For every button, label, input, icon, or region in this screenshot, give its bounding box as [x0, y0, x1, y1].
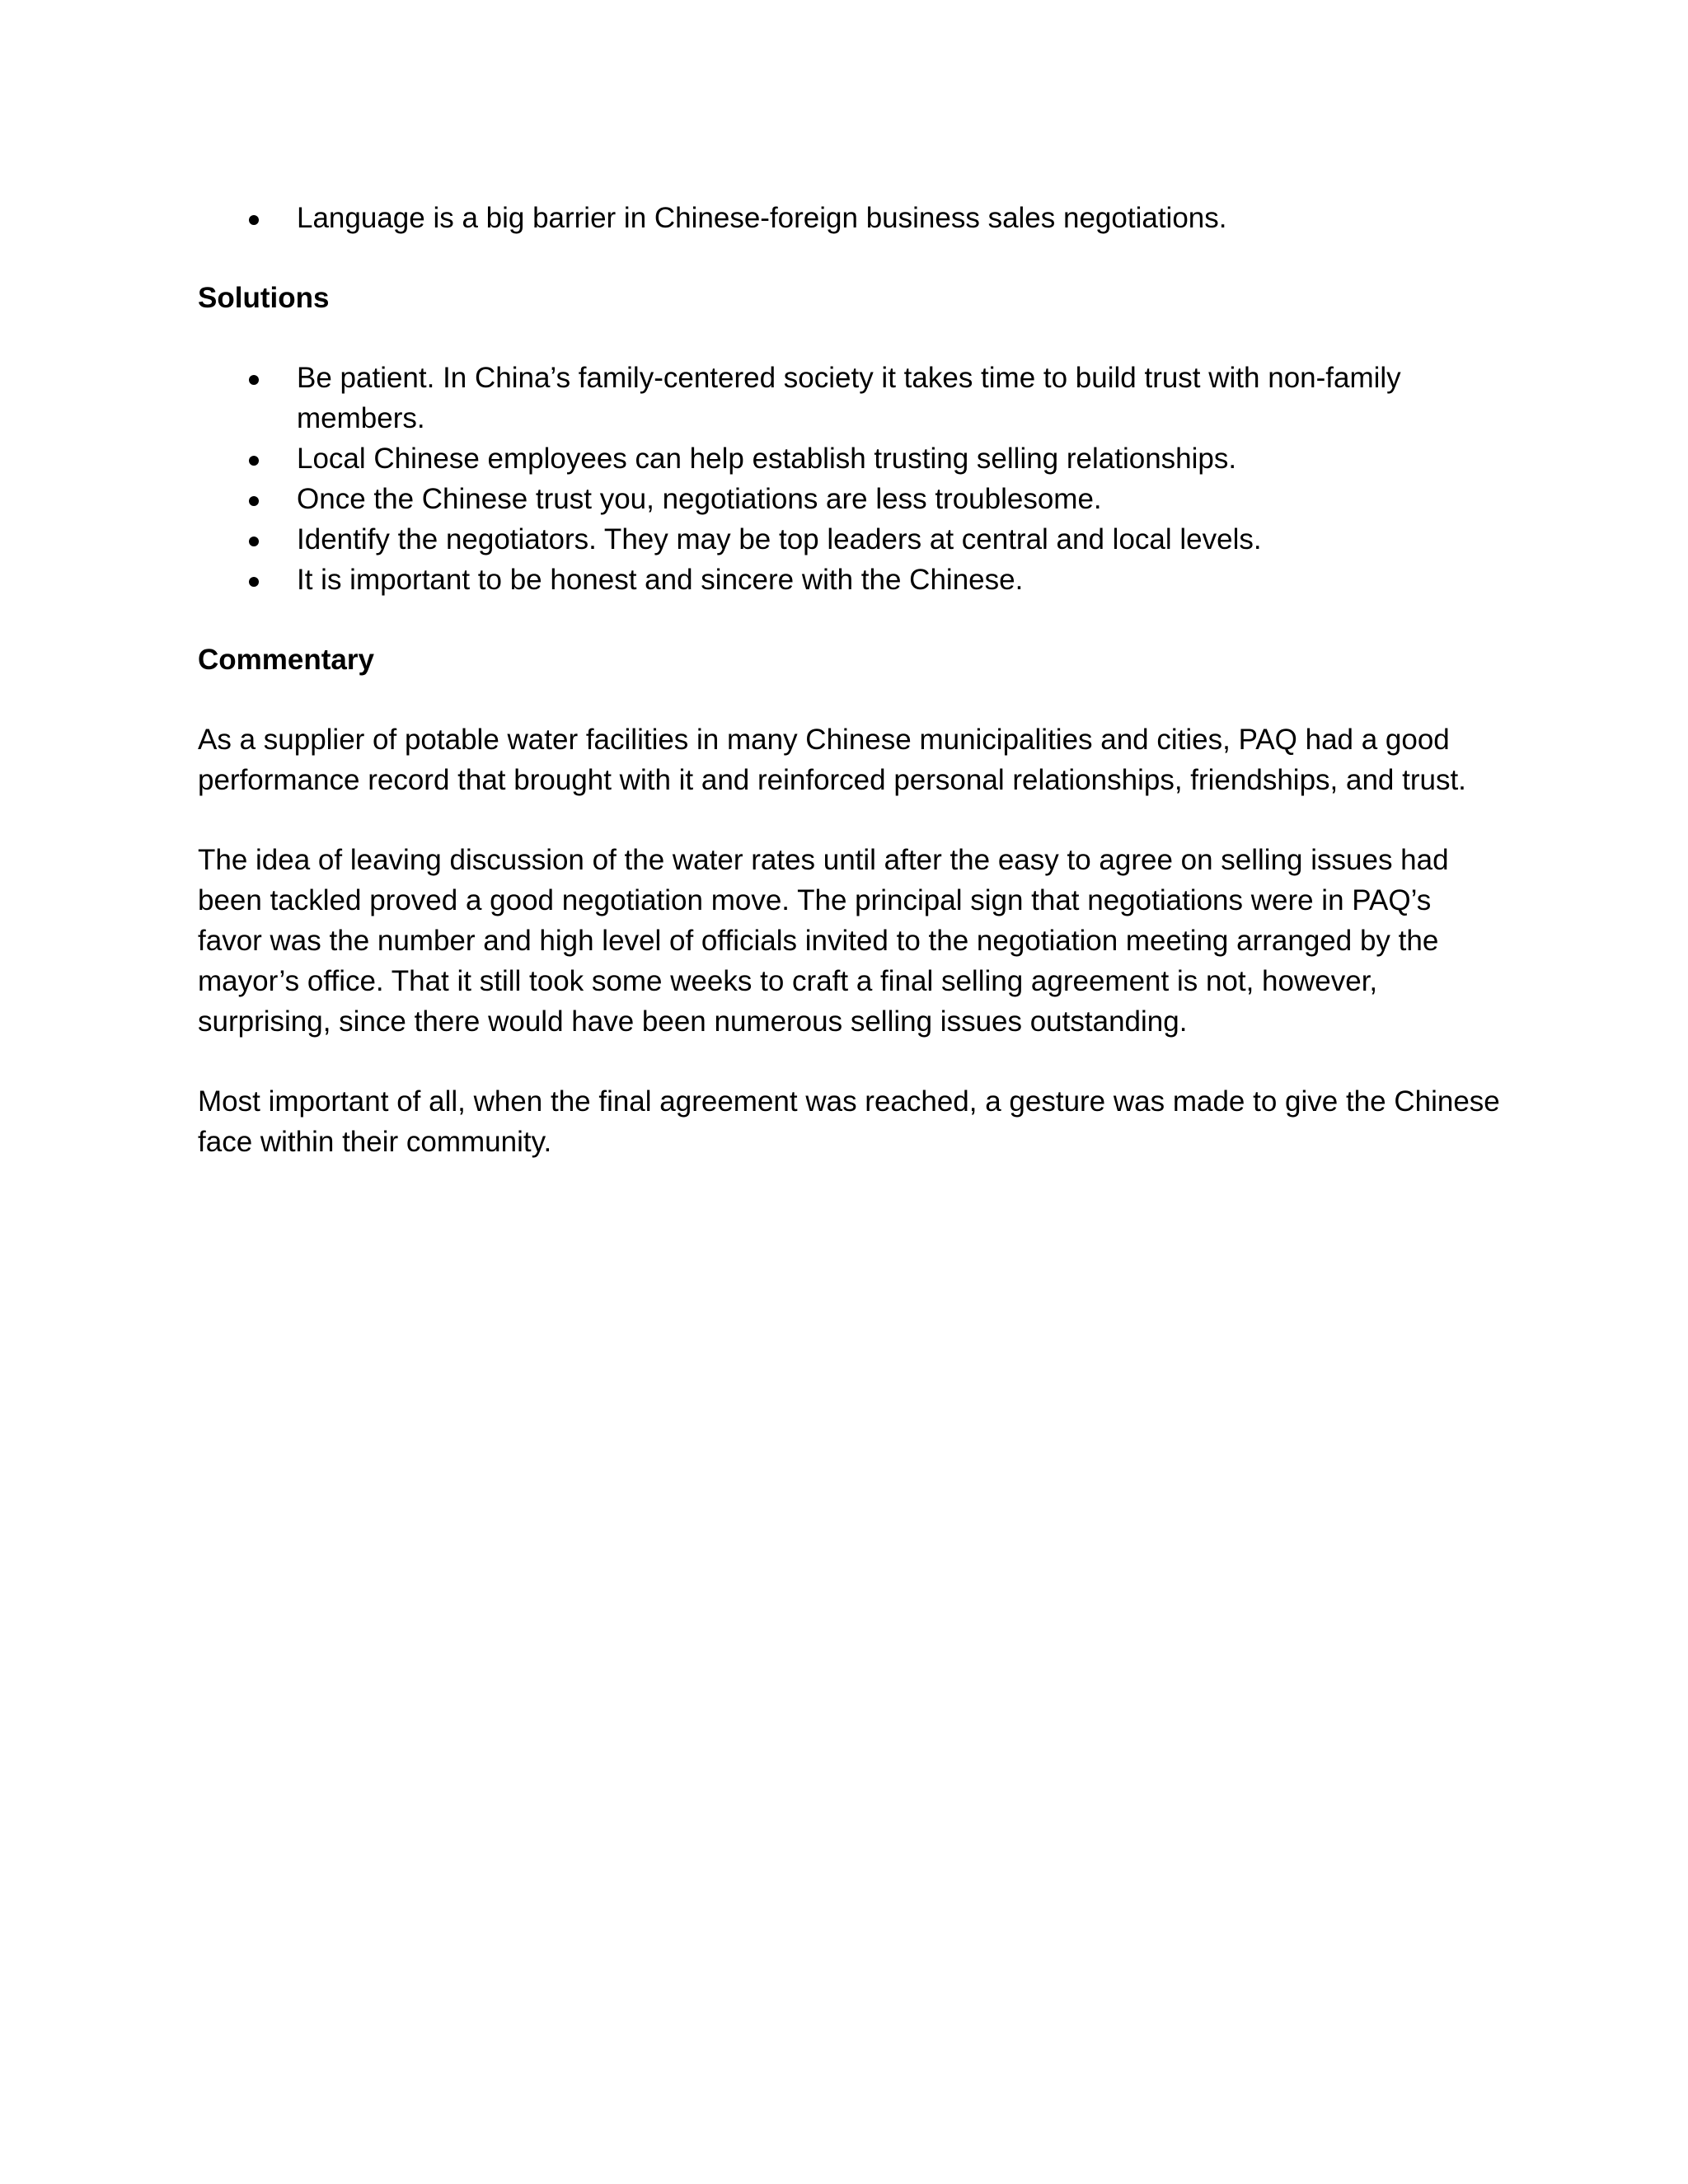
list-item-text: Be patient. In China’s family-centered society it takes time to build trust with non-family members. [297, 362, 1401, 434]
list-item [198, 560, 1500, 600]
bullet-icon [249, 456, 259, 466]
list-item-text: Language is a big barrier in Chinese-foreign business sales negotiations. [297, 202, 1227, 234]
list-item-text: Identify the negotiators. They may be top leaders at central and local levels. [297, 523, 1262, 555]
bullet-icon [249, 215, 259, 225]
commentary-paragraph: The idea of leaving discussion of the water rates until after the easy to agree on selling issues had been tackled proved a good negotiation move. The principal sign that negotiations were in PAQ’s favor was the number and high level of officials invited to the negotiation meeting arranged by the mayor’s office. That it still took some weeks to craft a final selling agreement is not, however, surprising, since there would have been numerous selling issues outstanding. [198, 844, 1449, 1038]
list-item [198, 479, 1500, 519]
commentary-paragraph: Most important of all, when the final agreement was reached, a gesture was made to give the Chinese face within their community. [198, 1085, 1500, 1158]
bullet-icon [249, 577, 259, 587]
list-item [198, 198, 1500, 238]
list-item [198, 519, 1500, 560]
solutions-bullet-list [198, 358, 1500, 600]
list-item-text: Local Chinese employees can help establish trusting selling relationships. [297, 443, 1237, 475]
commentary-paragraph: As a supplier of potable water facilities in many Chinese municipalities and cities, PAQ had a good performance record that brought with it and reinforced personal relationships, friendships, and trust. [198, 724, 1466, 796]
list-item [198, 358, 1500, 438]
bullet-icon [249, 537, 259, 546]
bullet-icon [249, 496, 259, 506]
commentary-heading: Commentary [198, 644, 374, 676]
intro-bullet-list [198, 198, 1500, 238]
list-item [198, 438, 1500, 479]
bullet-icon [249, 375, 259, 385]
solutions-heading: Solutions [198, 282, 330, 314]
document-page [198, 198, 1500, 1202]
list-item-text: Once the Chinese trust you, negotiations are less troublesome. [297, 483, 1102, 515]
list-item-text: It is important to be honest and sincere with the Chinese. [297, 564, 1024, 596]
